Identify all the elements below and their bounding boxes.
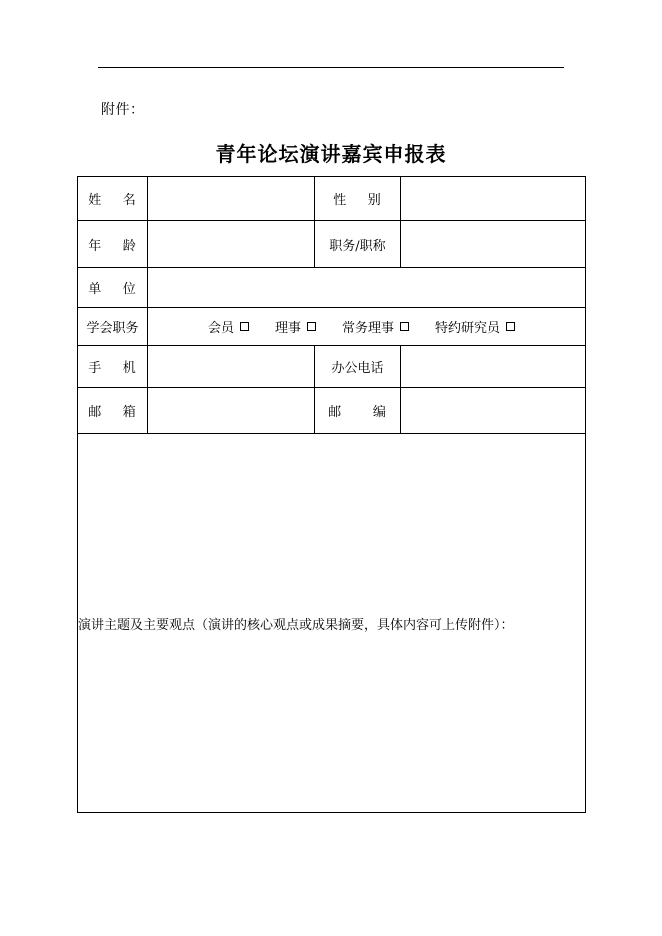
topic-field[interactable] <box>78 434 586 813</box>
role-option-label: 特约研究员 <box>435 321 501 336</box>
mobile-field[interactable] <box>148 346 315 388</box>
row-mobile-office-phone <box>78 346 586 388</box>
role-option-label: 理事 <box>274 321 301 336</box>
attachment-label: 附件： <box>101 102 145 118</box>
office-phone-field[interactable] <box>401 346 586 388</box>
role-option-director[interactable] <box>275 317 316 336</box>
row-age-position <box>78 221 586 268</box>
age-label-cell <box>78 221 148 268</box>
organization-label-cell <box>78 268 148 308</box>
mobile-label-cell <box>78 346 148 388</box>
row-name-gender <box>78 177 586 221</box>
position-label-cell <box>315 221 401 268</box>
topic-prompt: 演讲主题及主要观点（演讲的核心观点或成果摘要，具体内容可上传附件）： <box>78 617 514 633</box>
role-option-label: 会员 <box>207 321 234 336</box>
position-field[interactable] <box>401 221 586 268</box>
row-email-postcode <box>78 388 586 434</box>
postcode-label: 邮 编 <box>328 405 387 420</box>
executive-director-checkbox[interactable] <box>400 322 409 331</box>
mobile-label: 手 机 <box>88 361 137 376</box>
name-field[interactable] <box>148 177 315 221</box>
form-title: 青年论坛演讲嘉宾申报表 <box>215 142 447 166</box>
application-form-table <box>77 176 586 813</box>
gender-field[interactable] <box>401 177 586 221</box>
email-label: 邮 箱 <box>88 405 137 420</box>
position-label: 职务/职称 <box>329 238 386 254</box>
society-role-label-cell <box>78 308 148 346</box>
society-role-option-group <box>148 317 585 336</box>
postcode-label-cell <box>315 388 401 434</box>
row-organization <box>78 268 586 308</box>
email-label-cell <box>78 388 148 434</box>
role-option-special-researcher[interactable] <box>435 317 515 336</box>
society-role-options <box>148 308 586 346</box>
role-option-member[interactable] <box>208 317 249 336</box>
role-option-label: 常务理事 <box>342 321 395 336</box>
gender-label: 性 别 <box>333 193 382 208</box>
office-phone-label: 办公电话 <box>331 361 384 376</box>
office-phone-label-cell <box>315 346 401 388</box>
role-option-executive-director[interactable] <box>342 317 409 336</box>
gender-label-cell <box>315 177 401 221</box>
organization-label: 单 位 <box>88 282 137 297</box>
member-checkbox[interactable] <box>240 322 249 331</box>
email-field[interactable] <box>148 388 315 434</box>
age-label: 年 龄 <box>88 238 137 254</box>
special-researcher-checkbox[interactable] <box>506 322 515 331</box>
header-rule <box>98 67 564 68</box>
row-society-role <box>78 308 586 346</box>
director-checkbox[interactable] <box>307 322 316 331</box>
row-topic <box>78 434 586 813</box>
postcode-field[interactable] <box>401 388 586 434</box>
society-role-label: 学会职务 <box>86 321 139 336</box>
organization-field[interactable] <box>148 268 586 308</box>
age-field[interactable] <box>148 221 315 268</box>
name-label: 姓 名 <box>88 193 137 208</box>
name-label-cell <box>78 177 148 221</box>
